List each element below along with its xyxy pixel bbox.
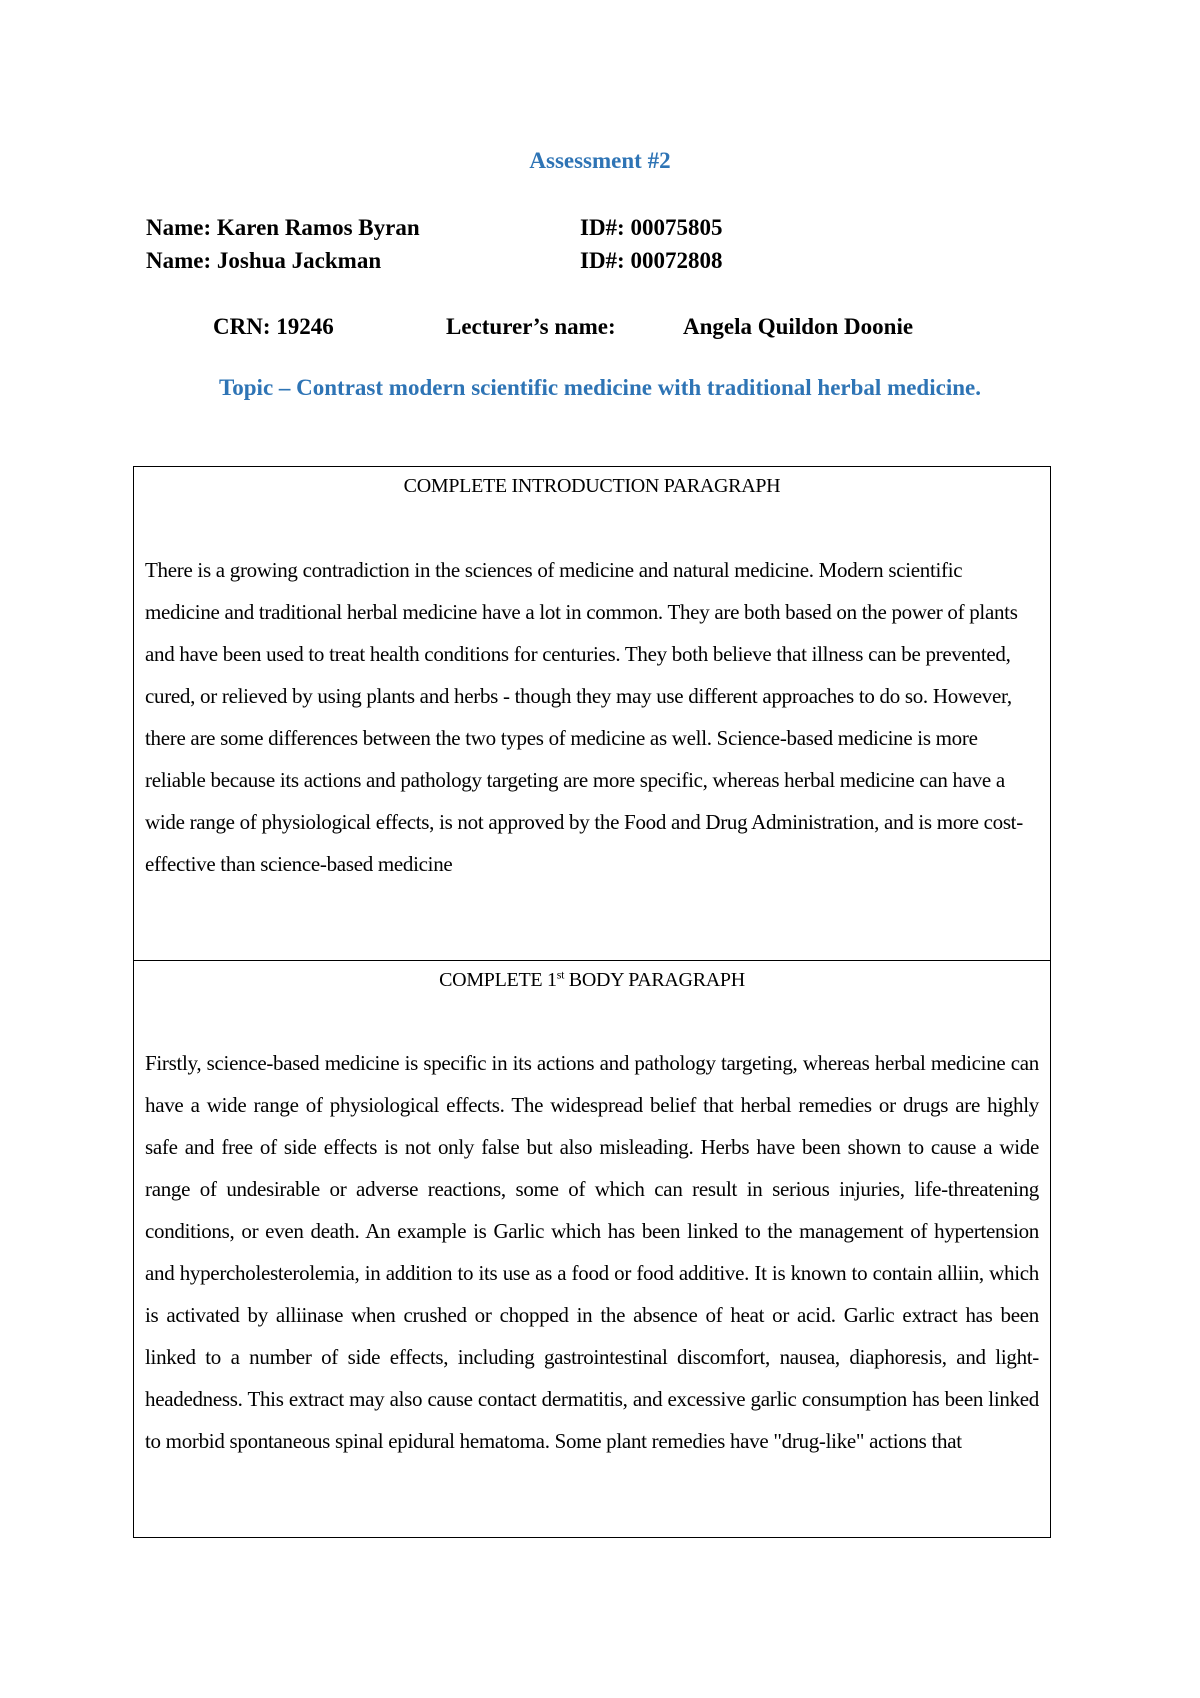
section-body: There is a growing contradiction in the sciences of medicine and natural medicine. Modern scientific medicine and traditional herbal medicine have a lot in common. They are both based on the power of plants and have been used to treat health conditions for centuries. They both believe that illness can be prevented, cured, or relieved by using plants and herbs - though they may use different approaches to do so. However, there are some differences between the two types of medicine as well. Science-based medicine is more reliable because its actions and pathology targeting are more specific, whereas herbal medicine can have a wide range of physiological effects, is not approved by the Food and Drug Administration, and is more cost-effective than science-based medicine — [145, 558, 1023, 876]
student-id: ID#: 00072808 — [580, 248, 723, 273]
section-heading — [134, 961, 1050, 992]
section-heading-text: BODY PARAGRAPH — [564, 969, 745, 991]
student-name: Name: Karen Ramos Byran — [146, 215, 420, 240]
topic-heading: Topic – Contrast modern scientific medicine with traditional herbal medicine. — [219, 375, 981, 400]
student-id: ID#: 00075805 — [580, 215, 723, 240]
section-heading-superscript: st — [556, 967, 565, 982]
body-paragraph-1-section — [133, 960, 1051, 1538]
assessment-title: Assessment #2 — [529, 148, 671, 173]
introduction-section — [133, 466, 1051, 961]
section-heading-text: COMPLETE 1 — [439, 969, 557, 991]
crn-number: CRN: 19246 — [213, 314, 334, 339]
lecturer-label: Lecturer’s name: — [446, 314, 616, 339]
lecturer-name: Angela Quildon Doonie — [683, 314, 914, 339]
section-heading: COMPLETE INTRODUCTION PARAGRAPH — [403, 475, 781, 497]
student-name: Name: Joshua Jackman — [146, 248, 382, 273]
section-body: Firstly, science-based medicine is specific in its actions and pathology targeting, whereas herbal medicine can have a wide range of physiological effects. The widespread belief that herbal remedies or drugs are highly safe and free of side effects is not only false but also misleading. Herbs have been shown to cause a wide range of undesirable or adverse reactions, some of which can result in serious injuries, life-threatening conditions, or even death. An example is Garlic which has been linked to the management of hypertension and hypercholesterolemia, in addition to its use as a food or food additive. It is known to contain alliin, which is activated by alliinase when crushed or chopped in the absence of heat or acid. Garlic extract has been linked to a number of side effects, including gastrointestinal discomfort, nausea, diaphoresis, and light-headedness. This extract may also cause contact dermatitis, and excessive garlic consumption has been linked to morbid spontaneous spinal epidural hematoma. Some plant remedies have "drug-like" actions that — [145, 1051, 1039, 1453]
